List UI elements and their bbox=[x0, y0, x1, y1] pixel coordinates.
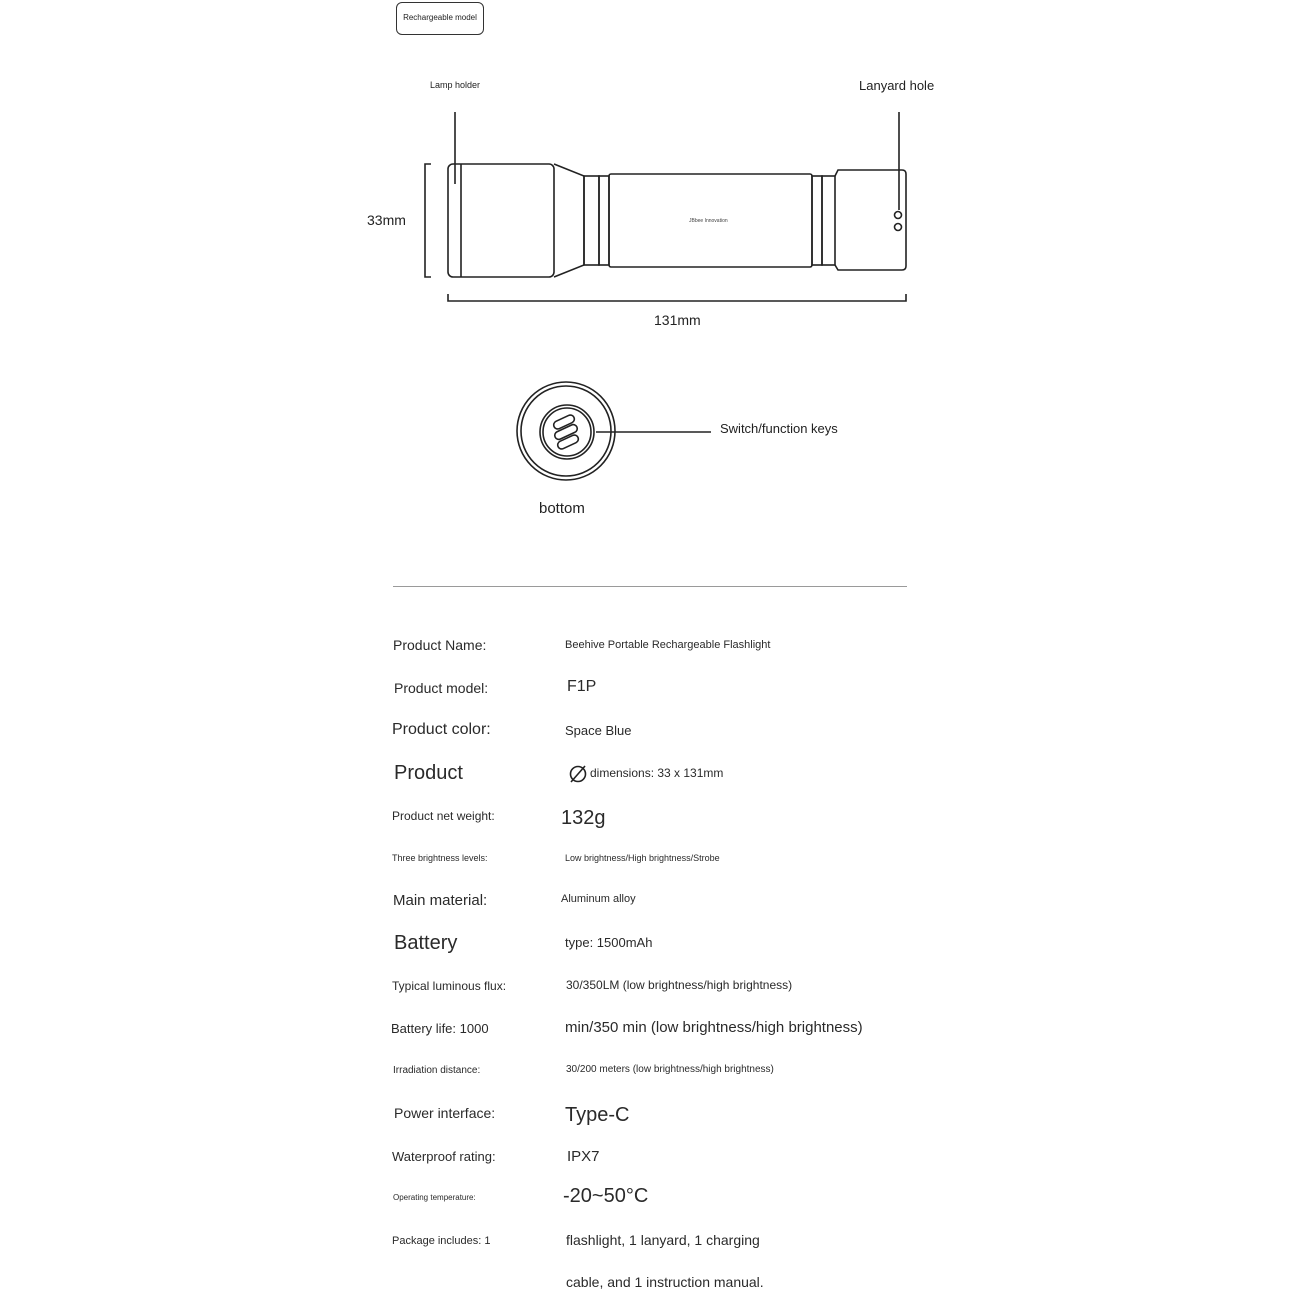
lamp-holder-label: Lamp holder bbox=[430, 80, 481, 90]
flashlight-body bbox=[448, 164, 906, 277]
spec-value: -20~50°C bbox=[563, 1185, 649, 1207]
spec-value: type: 1500mAh bbox=[565, 935, 653, 950]
spec-label: Irradiation distance: bbox=[393, 1065, 481, 1076]
spec-value: F1P bbox=[567, 678, 597, 695]
diameter-icon bbox=[568, 764, 588, 784]
lanyard-hole-icon bbox=[895, 212, 902, 219]
spec-label: Product bbox=[394, 762, 463, 784]
spec-value: 132g bbox=[561, 807, 606, 829]
spec-label: Package includes: 1 bbox=[392, 1235, 491, 1247]
spec-label: Battery life: 1000 bbox=[391, 1021, 489, 1036]
flashlight-diagram bbox=[0, 0, 1300, 580]
spec-label: Product color: bbox=[392, 721, 491, 738]
length-dimension-bracket bbox=[448, 294, 906, 301]
spec-label: Product net weight: bbox=[392, 809, 495, 823]
spec-value: flashlight, 1 lanyard, 1 charging bbox=[566, 1232, 760, 1248]
spec-value: Low brightness/High brightness/Strobe bbox=[565, 853, 720, 863]
spec-value: Type-C bbox=[565, 1104, 630, 1126]
spec-value: 30/200 meters (low brightness/high brightness) bbox=[566, 1064, 774, 1075]
spec-value: cable, and 1 instruction manual. bbox=[566, 1274, 764, 1290]
spec-label: Waterproof rating: bbox=[392, 1149, 496, 1164]
section-divider bbox=[393, 586, 907, 587]
height-dimension-label: 33mm bbox=[367, 212, 406, 228]
model-badge: Rechargeable model bbox=[396, 2, 484, 35]
spec-value: min/350 min (low brightness/high brightness) bbox=[565, 1019, 863, 1036]
bottom-label: bottom bbox=[539, 500, 585, 517]
spec-value: Beehive Portable Rechargeable Flashlight bbox=[565, 639, 771, 651]
spec-value: dimensions: 33 x 131mm bbox=[590, 766, 724, 780]
spec-label: Typical luminous flux: bbox=[392, 979, 507, 993]
spec-label: Power interface: bbox=[394, 1105, 496, 1121]
spec-label: Product model: bbox=[394, 680, 489, 696]
spec-label: Main material: bbox=[393, 892, 488, 909]
spec-label: Battery bbox=[394, 932, 458, 954]
lanyard-hole-label: Lanyard hole bbox=[859, 78, 935, 93]
spec-label: Operating temperature: bbox=[393, 1193, 476, 1202]
spec-value: Aluminum alloy bbox=[561, 893, 636, 905]
switch-label: Switch/function keys bbox=[720, 421, 838, 436]
bottom-view bbox=[517, 382, 615, 480]
spec-value: Space Blue bbox=[565, 723, 632, 738]
body-brand-text: JBbee Innovation bbox=[689, 218, 728, 224]
spec-label: Three brightness levels: bbox=[392, 853, 488, 863]
spec-value: 30/350LM (low brightness/high brightness) bbox=[566, 978, 793, 992]
length-dimension-label: 131mm bbox=[654, 312, 701, 328]
height-dimension-bracket bbox=[425, 164, 431, 277]
spec-label: Product Name: bbox=[393, 637, 487, 653]
spec-value: IPX7 bbox=[567, 1148, 600, 1165]
